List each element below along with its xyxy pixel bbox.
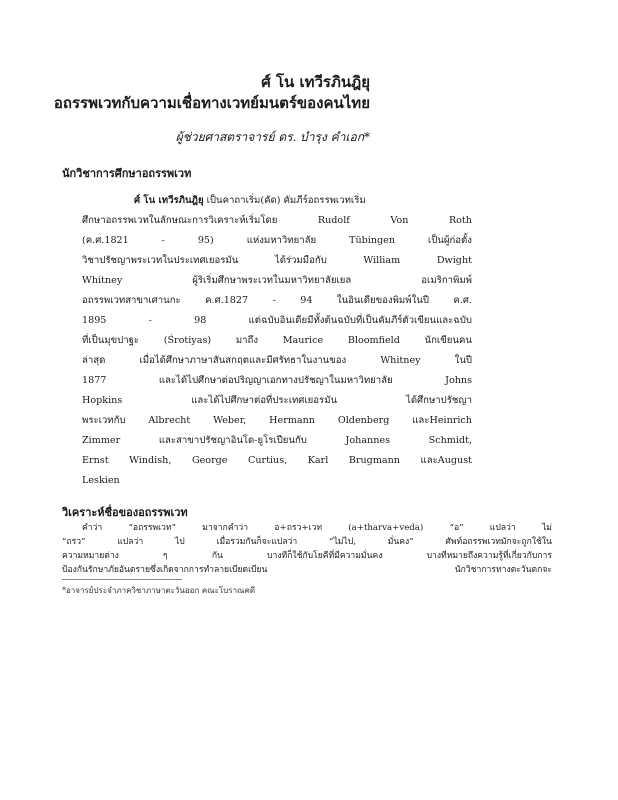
paragraph-line: ศึกษาอถรรพเวทในลักษณะการวิเคราะห์เริ่มโดย Rudolf Von Roth [82,215,472,226]
paragraph-line: Zimmer และสาขาปรัชญาอินโด-ยูโรเปียนกับ Johannes Schmidt, [82,435,472,446]
paragraph-line: 1895 - 98 แต่ฉบับอินเดียมีทั้งต้นฉบับที่เป็นคัมภีร์ตัวเขียนและฉบับ [82,315,472,326]
paragraph-line: ล่าสุด เมื่อได้ศึกษาภาษาสันสกฤตและมีศรัทธาในงานของ Whitney ในปี [82,355,472,366]
paragraph-line: ความหมายต่าง ๆ กัน บางทีก็ใช้กับโยคีที่มีความมั่นคง บางทีหมายถึงความรู้ที่เกี่ยวกับการ [62,551,552,561]
title-line-2: อถรรพเวทกับความเชื่อทางเวทย์มนตร์ของคนไทย [53,94,370,112]
paragraph-line: “ถรว” แปลว่า ไป เมื่อรวมกันก็จะแปลว่า “ไม่ไป, มั่นคง” ศัพท์อถรรพเวทมักจะถูกใช้ใน [62,537,552,547]
paragraph-line: คำว่า “อถรรพเวท” มาจากคำว่า อ+ถรว+เวท (a+tharva+veda) “อ” แปลว่า ไม่ [82,523,552,533]
paragraph-line: วิชาปรัชญาพระเวทในประเทศเยอรมัน ได้ร่วมมือกับ William Dwight [82,255,472,266]
title-line-1: ศ์ โน เทวีรภินฎิยุ [261,73,370,91]
section-heading-name-analysis: วิเคราะห์ชื่อของอถรรพเวท [62,506,188,519]
footnote-rule [62,579,182,580]
paragraph-first-line [134,194,472,208]
paragraph-line: (ค.ศ.1821 - 95) แห่งมหาวิทยาลัย Tübingen เป็นผู้ก่อตั้ง [82,235,472,246]
paragraph-line: 1877 และได้ไปศึกษาต่อปริญญาเอกทางปรัชญาในมหาวิทยาลัย Johns [82,375,472,386]
paragraph-line: ที่เป็นมุขปาฐะ (Śrotiyas) มาถึง Maurice Bloomfield นักเขียนคน [82,335,472,346]
section-heading-scholars: นักวิชาการศึกษาอถรรพเวท [62,167,192,180]
lead-phrase: ศ์ โน เทวีรภินฎิยุ [134,195,204,206]
paragraph-line: พระเวทกับ Albrecht Weber, Hermann Oldenberg และHeinrich [82,415,472,426]
paragraph-line: เป็นคาถาเริ่ม(คัด) คัมภีร์อถรรพเวทเริ่ม [206,195,366,206]
paragraph-line: Leskien [82,475,120,486]
paragraph-line: ป้องกันรักษาภัยอันตรายซึ่งเกิดจากการทำลายเบียดเบียน นักวิชาการทางตะวันตกจะ [62,565,552,575]
paragraph-line: Whitney ผู้ริเริ่มศึกษาพระเวทในมหาวิทยาลัยเยล อเมริกาพิมพ์ [82,275,472,286]
paragraph-line: Hopkins และได้ไปศึกษาต่อที่ประเทศเยอรมัน ได้ศึกษาปรัชญา [82,395,472,406]
paragraph-line: อถรรพเวทสาขาเศานกะ ค.ศ.1827 - 94 ในอินเดียของพิมพ์ในปี ค.ศ. [82,295,472,306]
footnote: *อาจารย์ประจำภาควิชาภาษาตะวันออก คณะโบราณคดี [62,586,256,595]
author-byline: ผู้ช่วยศาสตราจารย์ ดร. บำรุง คำเอก* [175,130,370,144]
paragraph-line: Ernst Windish, George Curtius, Karl Brugmann และAugust [82,455,472,466]
